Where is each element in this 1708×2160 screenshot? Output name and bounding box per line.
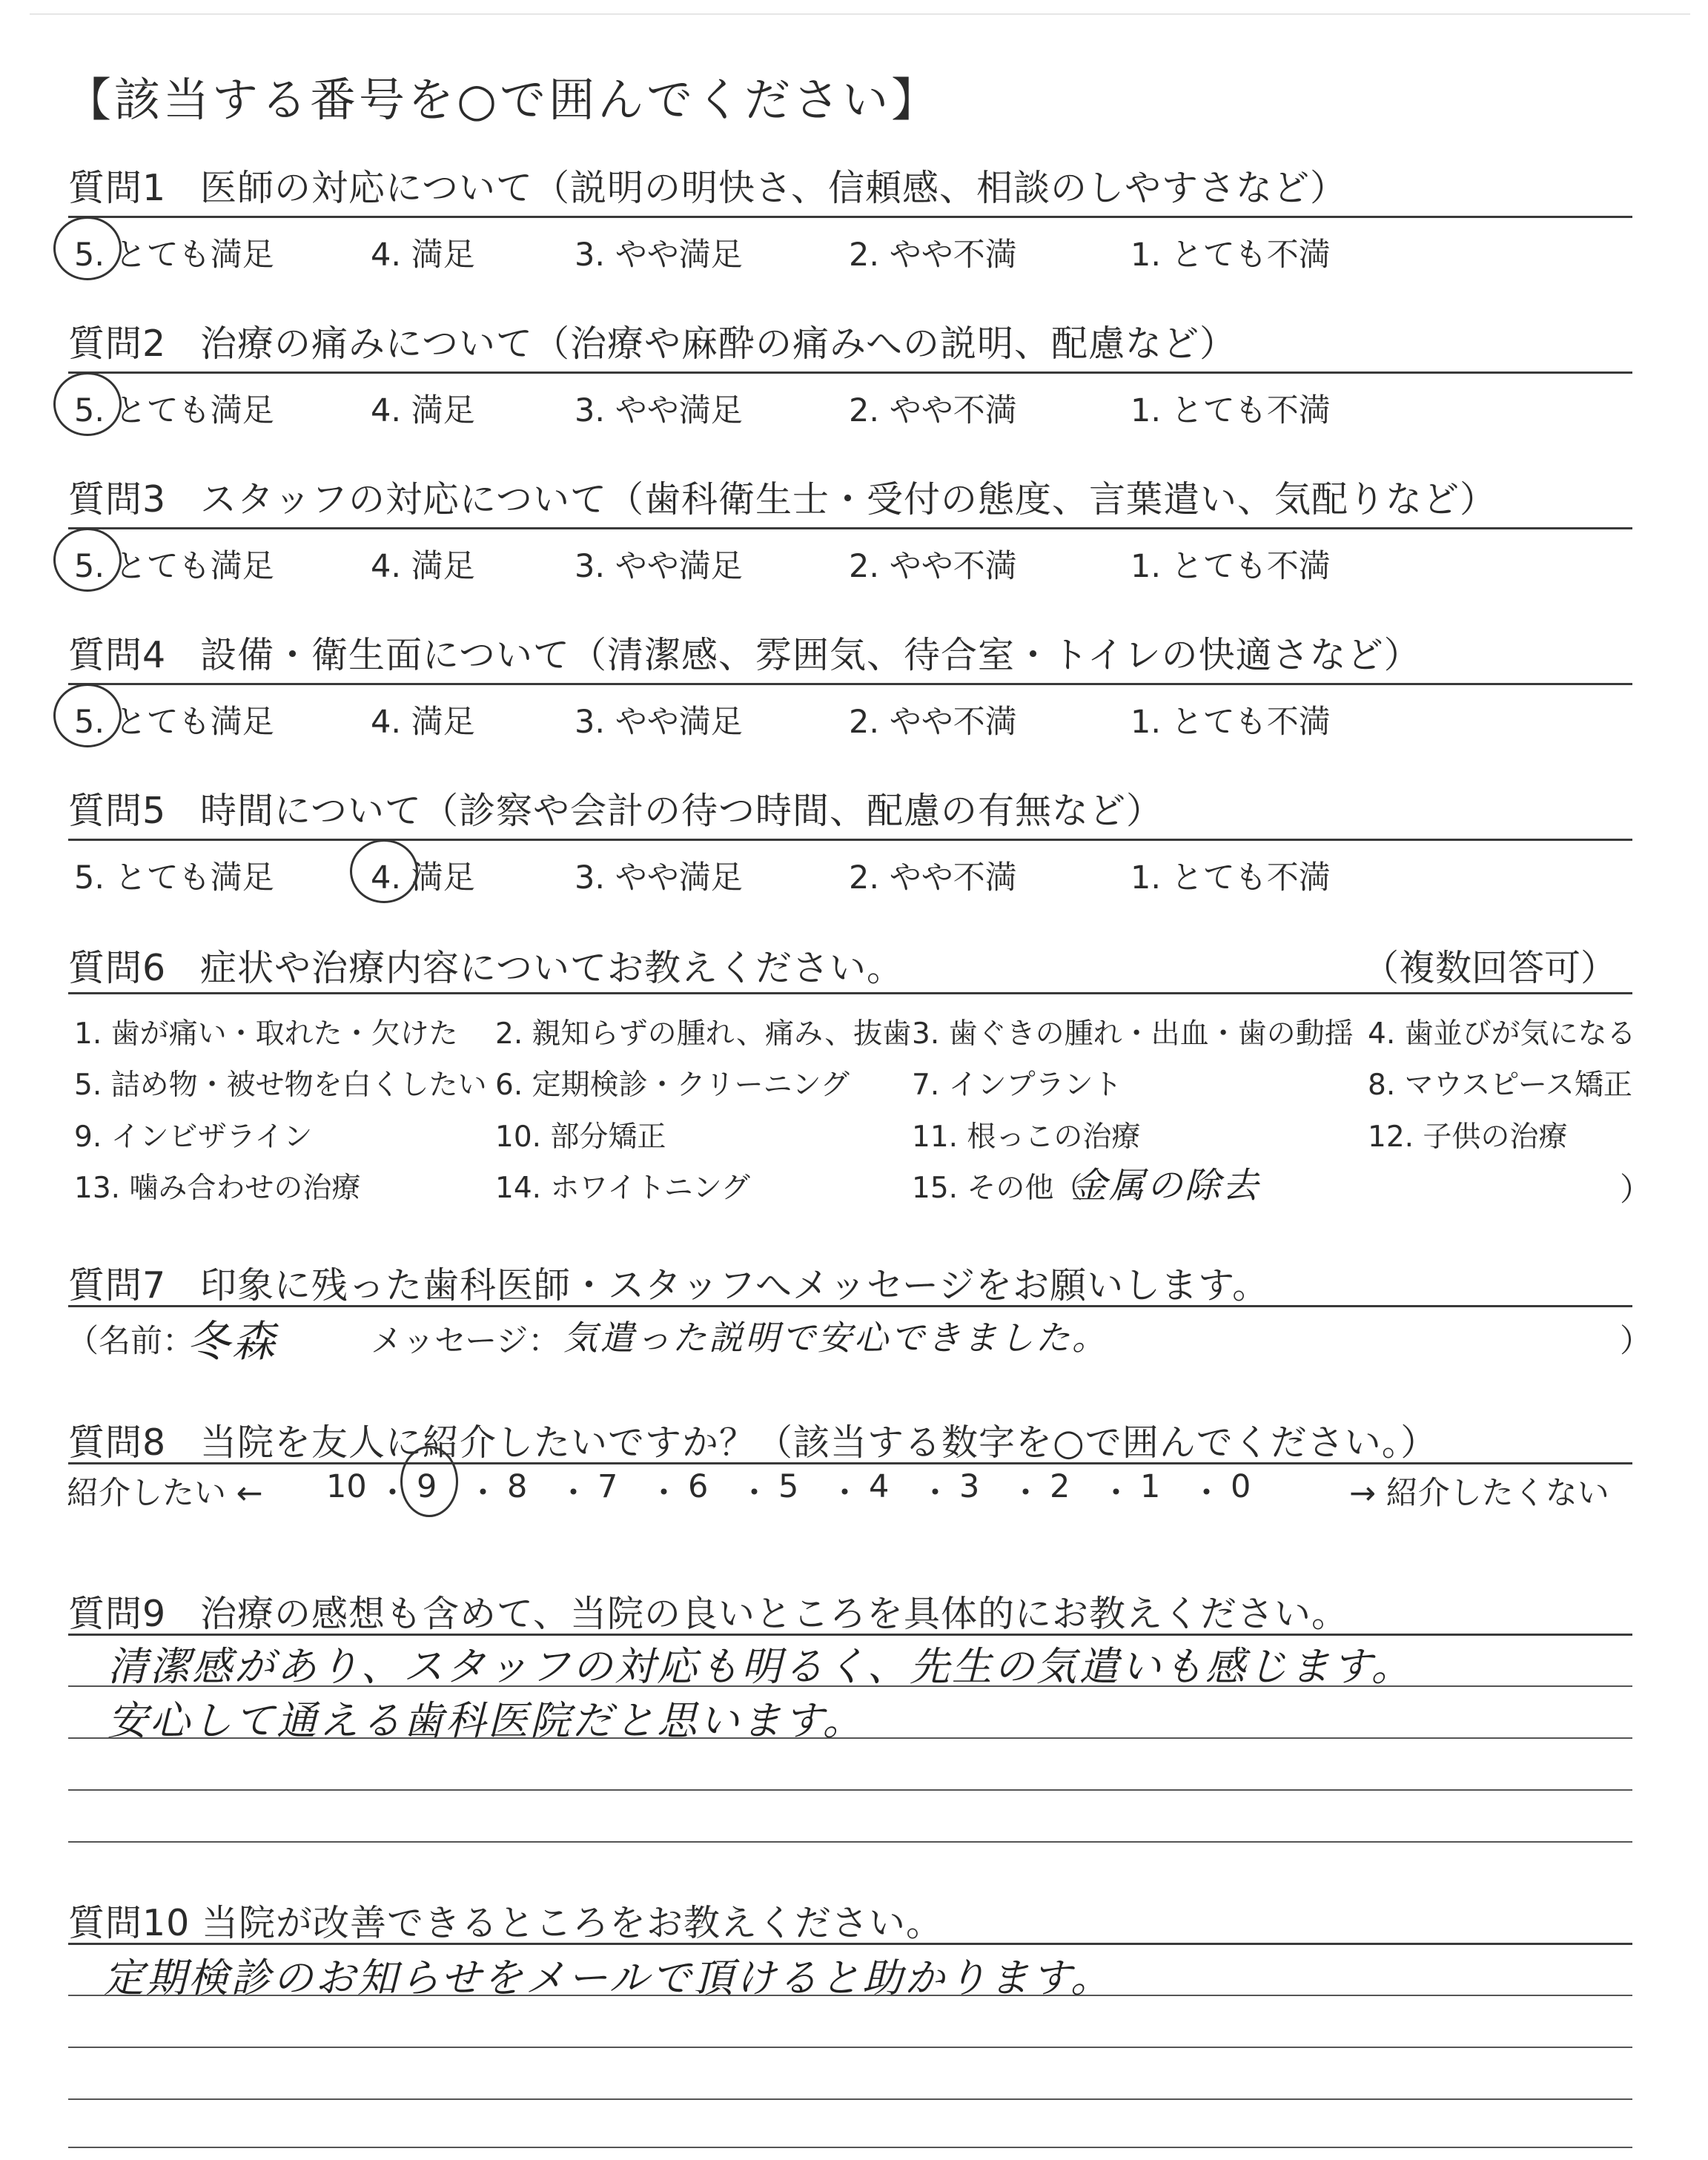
question-number: 質問4 [68,634,167,676]
symptom-option[interactable]: 14. ホワイトニング [495,1172,750,1205]
scale-separator: ・ [1100,1475,1132,1512]
scale-value[interactable]: 5 [778,1468,799,1505]
scale-separator: ・ [557,1475,589,1512]
writing-line [68,2098,1632,2100]
rating-option[interactable]: 2. やや不満 [849,859,1017,896]
symptom-option[interactable]: 8. マウスピース矯正 [1368,1069,1632,1102]
scale-separator: ・ [919,1475,951,1512]
message-handwritten[interactable]: 気遣った説明で安心できました。 [563,1318,1108,1358]
question-number: 質問6 [68,947,167,989]
symptom-option[interactable]: 6. 定期検診・クリーニング [495,1069,850,1102]
name-handwritten[interactable]: 冬森 [187,1316,278,1367]
writing-line [68,1789,1632,1791]
q9-handwritten-answer-line[interactable]: 安心して通える歯科医院だと思います。 [107,1697,865,1744]
question-number: 質問9 [68,1593,167,1635]
rating-option[interactable]: 4. 満足 [371,392,475,429]
question-4-rule [68,683,1632,685]
other-handwritten-answer: 金属の除去 [1071,1165,1261,1206]
question-text: スタッフの対応について（歯科衛生士・受付の態度、言葉遣い、気配りなど） [200,478,1497,521]
question-2-title [68,315,1237,367]
question-text: 治療の感想も含めて、当院の良いところを具体的にお教えください。 [200,1593,1349,1635]
symptom-option[interactable]: 2. 親知らずの腫れ、痛み、抜歯 [495,1017,912,1051]
selected-answer-circle [53,372,122,436]
multiple-answers-note: （複数回答可） [1363,947,1618,989]
symptom-option[interactable]: 5. 詰め物・被せ物を白くしたい [74,1069,487,1102]
scale-separator: ・ [648,1475,680,1512]
close-paren: ） [1620,1172,1652,1209]
rating-option[interactable]: 2. やや不満 [849,704,1017,741]
question-10-title [68,1895,943,1946]
rating-option[interactable]: 4. 満足 [371,548,475,585]
writing-line [68,2047,1632,2048]
question-text: 症状や治療内容についてお教えください。 [200,947,904,989]
scale-separator: ・ [1191,1475,1222,1512]
question-1-title [68,159,1347,211]
scale-separator: ・ [1010,1475,1042,1512]
scale-value[interactable]: 0 [1231,1468,1251,1505]
question-6-title [68,939,904,991]
selected-answer-circle [53,684,122,747]
scale-value[interactable]: 2 [1050,1468,1070,1505]
question-number: 質問10 [68,1902,191,1944]
recommend-label: 紹介したい ← [67,1475,263,1512]
rating-option[interactable]: 3. やや満足 [575,237,743,274]
question-number: 質問1 [68,167,167,209]
selected-scale-circle [400,1446,458,1517]
scale-value[interactable]: 3 [959,1468,980,1505]
scale-value[interactable]: 8 [507,1468,528,1505]
question-2-rule [68,371,1632,374]
rating-option[interactable]: 5. とても満足 [74,548,274,585]
question-text: 医師の対応について（説明の明快さ、信頼感、相談のしやすさなど） [200,167,1348,209]
question-number: 質問8 [68,1421,167,1464]
rating-option[interactable]: 2. やや不満 [849,548,1017,585]
symptom-option[interactable]: 3. 歯ぐきの腫れ・出血・歯の動揺 [912,1017,1354,1051]
question-6-rule [68,992,1632,994]
scale-separator: ・ [738,1475,770,1512]
question-number: 質問5 [68,790,167,832]
symptom-option[interactable]: 13. 噛み合わせの治療 [74,1172,361,1205]
rating-option[interactable]: 5. とても満足 [74,392,274,429]
selected-answer-circle [53,528,122,592]
scale-value[interactable]: 4 [869,1468,890,1505]
symptom-option[interactable]: 11. 根っこの治療 [912,1120,1141,1154]
question-text: 当院が改善できるところをお教えください。 [202,1902,944,1944]
rating-option[interactable]: 5. とても満足 [74,237,274,274]
symptom-option[interactable]: 7. インプラント [912,1069,1122,1102]
scale-value[interactable]: 1 [1140,1468,1161,1505]
symptom-option[interactable]: 9. インビザライン [74,1120,313,1154]
scale-separator: ・ [377,1475,408,1512]
question-text: 設備・衛生面について（清潔感、雰囲気、待合室・トイレの快適さなど） [200,634,1421,676]
rating-option[interactable]: 5. とても満足 [74,859,274,896]
question-text: 印象に残った歯科医師・スタッフへメッセージをお願いします。 [200,1264,1270,1307]
rating-option[interactable]: 1. とても不満 [1131,704,1331,741]
scale-separator: ・ [829,1475,861,1512]
symptom-option[interactable]: 10. 部分矯正 [495,1120,666,1154]
rating-option[interactable]: 1. とても不満 [1131,392,1331,429]
question-text: 治療の痛みについて（治療や麻酔の痛みへの説明、配慮など） [200,323,1237,365]
symptom-option[interactable]: 1. 歯が痛い・取れた・欠けた [74,1017,458,1051]
rating-option[interactable]: 1. とても不満 [1131,859,1331,896]
rating-option[interactable]: 5. とても満足 [74,704,274,741]
question-3-rule [68,527,1632,529]
rating-option[interactable]: 2. やや不満 [849,237,1017,274]
rating-option[interactable]: 4. 満足 [371,704,475,741]
question-10-rule [68,1943,1632,1945]
rating-option[interactable]: 2. やや不満 [849,392,1017,429]
question-7-rule [68,1305,1632,1307]
scale-value[interactable]: 6 [688,1468,709,1505]
form-title: 【該当する番号を○で囲んでください】 [65,73,941,127]
question-3-title [68,471,1497,523]
rating-option[interactable]: 1. とても不満 [1131,237,1331,274]
question-7-title [68,1257,1269,1309]
page-top-edge [30,13,1690,15]
question-1-rule [68,216,1632,218]
question-8-rule [68,1462,1632,1464]
rating-option[interactable]: 3. やや満足 [575,704,743,741]
symptom-option-other[interactable]: 15. その他（ [912,1172,1083,1205]
q10-handwritten-answer-line[interactable]: 定期検診のお知らせをメールで頂けると助かります。 [104,1955,1113,2001]
q9-handwritten-answer-line[interactable]: 清潔感があり、スタッフの対応も明るく、先生の気遣いも感じます。 [107,1643,1414,1690]
scale-separator: ・ [467,1475,499,1512]
rating-option[interactable]: 4. 満足 [371,859,475,896]
question-text: 当院を友人に紹介したいですか？（該当する数字を○で囲んでください。） [200,1421,1438,1464]
question-text: 時間について（診察や会計の待つ時間、配慮の有無など） [200,790,1164,832]
question-number: 質問3 [68,478,167,521]
question-5-title [68,782,1163,834]
scale-value[interactable]: 7 [598,1468,618,1505]
rating-option[interactable]: 3. やや満足 [575,392,743,429]
question-9-title [68,1585,1348,1637]
question-number: 質問2 [68,323,167,365]
rating-option[interactable]: 3. やや満足 [575,548,743,585]
rating-option[interactable]: 3. やや満足 [575,859,743,896]
close-paren: ） [1620,1323,1652,1360]
question-8-title [68,1414,1437,1466]
message-label: メッセージ： [371,1323,560,1360]
question-4-title [68,627,1421,678]
rating-option[interactable]: 4. 満足 [371,237,475,274]
symptom-option[interactable]: 4. 歯並びが気になる [1368,1017,1636,1051]
writing-line [68,1841,1632,1843]
symptom-option[interactable]: 12. 子供の治療 [1368,1120,1568,1154]
not-recommend-label: → 紹介したくない [1349,1475,1609,1512]
name-label: （名前： [67,1323,194,1360]
selected-answer-circle [53,217,122,280]
scale-value[interactable]: 10 [326,1468,367,1505]
rating-option[interactable]: 1. とても不満 [1131,548,1331,585]
question-number: 質問7 [68,1264,167,1307]
selected-answer-circle [350,839,418,903]
writing-line [68,2147,1632,2148]
question-5-rule [68,839,1632,841]
scale-value[interactable]: 9 [417,1468,437,1505]
